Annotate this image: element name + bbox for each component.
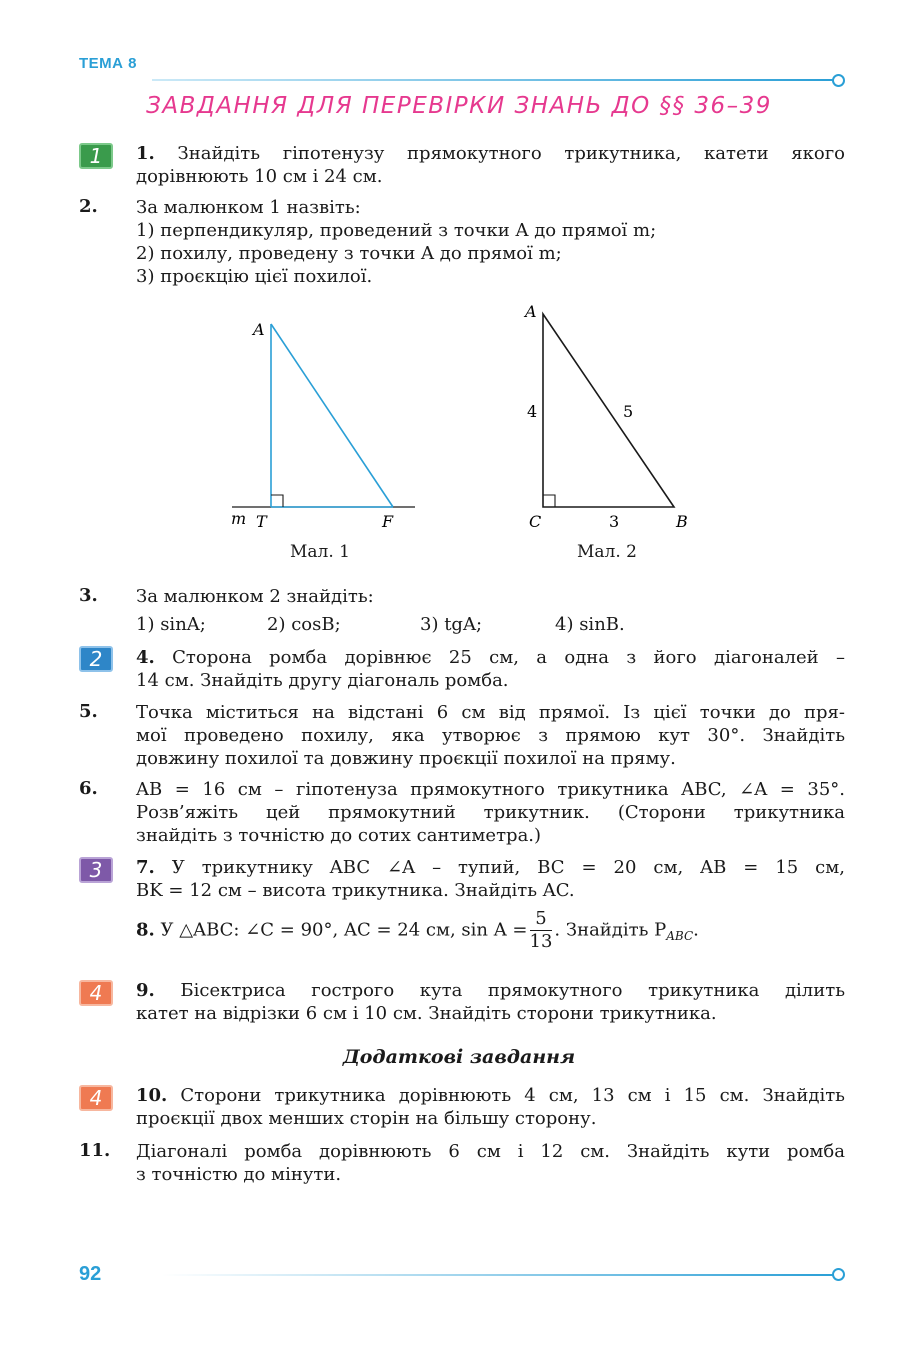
side-AB-length: 5	[623, 402, 634, 421]
label-A: A	[253, 320, 265, 339]
task-8	[136, 908, 845, 953]
task-6	[136, 778, 845, 847]
task-4-number: 4.	[136, 647, 155, 668]
task-2-line-3: 2) похилу, проведену з точки A до прямої m;	[136, 243, 562, 264]
task-8-subscript: ABC	[666, 929, 694, 944]
task-2-number: 2.	[79, 196, 98, 217]
task-7-line-2: BK = 12 см – висота трикутника. Знайдіть AC.	[136, 880, 575, 901]
task-9	[136, 979, 845, 1025]
task-5-line-3: довжину похилої та довжину проєкції похилої на пряму.	[136, 748, 676, 769]
task-9-line-1: Бісектриса гострого кута прямокутного трикутника ділить	[180, 980, 845, 1001]
task-5-number: 5.	[79, 701, 98, 722]
task-7-line-1: У трикутнику ABC ∠A – тупий, BC = 20 см, AB = 15 см,	[171, 857, 845, 878]
figure-1-diagram	[222, 310, 422, 535]
task-8-number: 8.	[136, 919, 155, 941]
label-C: C	[529, 512, 542, 531]
task-1-line-1: Знайдіть гіпотенузу прямокутного трикутника, катети якого	[177, 143, 845, 164]
triangle-ABC	[543, 314, 674, 507]
task-8-question: . Знайдіть P	[554, 919, 667, 941]
task-10	[136, 1084, 845, 1130]
task-11	[136, 1140, 845, 1186]
level-2-badge: 2	[79, 646, 113, 672]
label-F: F	[382, 512, 394, 531]
task-1	[136, 142, 845, 188]
task-9-line-2: катет на відрізки 6 см і 10 см. Знайдіть сторони трикутника.	[136, 1003, 717, 1024]
task-3-intro	[136, 585, 845, 608]
task-1-line-2: дорівнюють 10 см і 24 см.	[136, 166, 383, 187]
task-2	[136, 196, 845, 288]
task-10-line-2: проєкції двох менших сторін на більшу сторону.	[136, 1108, 597, 1129]
fraction-numerator: 5	[530, 908, 553, 931]
task-2-line-2: 1) перпендикуляр, проведений з точки A до прямої m;	[136, 220, 657, 241]
task-3-option-2: 2) cosB;	[267, 614, 341, 635]
task-8-text: У △ABC: ∠C = 90°, AC = 24 см, sin A =	[160, 919, 528, 941]
task-10-number: 10.	[136, 1085, 168, 1106]
task-6-line-1: AB = 16 см – гіпотенуза прямокутного трикутника ABC, ∠A = 35°.	[136, 779, 845, 800]
task-3-option-4: 4) sinB.	[555, 614, 625, 635]
task-3-option-3: 3) tgA;	[420, 614, 483, 635]
footer-rule	[162, 1274, 837, 1276]
level-1-badge: 1	[79, 143, 113, 169]
side-AC-length: 4	[527, 402, 538, 421]
level-4-badge-2: 4	[79, 1085, 113, 1111]
header-rule-end-dot	[832, 74, 845, 87]
level-3-badge: 3	[79, 857, 113, 883]
label-B: B	[676, 512, 688, 531]
slant-AF	[271, 324, 393, 507]
right-angle-mark	[271, 495, 283, 507]
right-angle-mark	[543, 495, 555, 507]
task-6-line-2: Розв’яжіть цей прямокутний трикутник. (Сторони трикутника	[136, 802, 845, 823]
task-4	[136, 646, 845, 692]
page-title: ЗАВДАННЯ ДЛЯ ПЕРЕВІРКИ ЗНАНЬ ДО §§ 36–39	[146, 93, 772, 119]
level-4-badge: 4	[79, 980, 113, 1006]
side-CB-length: 3	[609, 512, 620, 531]
topic-label: ТЕМА 8	[79, 55, 138, 72]
figure-2-caption: Мал. 2	[577, 542, 637, 562]
task-1-number: 1.	[136, 143, 155, 164]
task-3-line-1: За малюнком 2 знайдіть:	[136, 586, 374, 607]
task-5-line-1: Точка міститься на відстані 6 см від прямої. Із цієї точки до пря-	[136, 702, 845, 723]
label-m: m	[231, 509, 247, 528]
page-number: 92	[79, 1263, 102, 1285]
figure-1-caption: Мал. 1	[290, 542, 350, 562]
task-8-end: .	[693, 919, 699, 941]
task-6-number: 6.	[79, 778, 98, 799]
task-3-option-1: 1) sinA;	[136, 614, 206, 635]
task-4-line-1: Сторона ромба дорівнює 25 см, а одна з його діагоналей –	[172, 647, 845, 668]
task-11-number: 11.	[79, 1140, 111, 1161]
header-rule	[152, 79, 837, 81]
additional-tasks-heading: Додаткові завдання	[342, 1046, 576, 1068]
footer-rule-end-dot	[832, 1268, 845, 1281]
task-2-line-4: 3) проєкцію цієї похилої.	[136, 266, 373, 287]
label-T: T	[256, 512, 267, 531]
task-11-line-2: з точністю до мінути.	[136, 1164, 342, 1185]
task-5	[136, 701, 845, 770]
task-4-line-2: 14 см. Знайдіть другу діагональ ромба.	[136, 670, 509, 691]
task-5-line-2: мої проведено похилу, яка утворює з прямою кут 30°. Знайдіть	[136, 725, 845, 746]
task-7-number: 7.	[136, 857, 155, 878]
task-6-line-3: знайдіть з точністю до сотих сантиметра.)	[136, 825, 542, 846]
task-3-number: 3.	[79, 585, 98, 606]
label-A: A	[525, 302, 537, 321]
task-8-fraction	[530, 908, 553, 953]
task-9-number: 9.	[136, 980, 155, 1001]
fraction-denominator: 13	[529, 931, 553, 952]
task-10-line-1: Сторони трикутника дорівнюють 4 см, 13 см і 15 см. Знайдіть	[180, 1085, 845, 1106]
task-2-line-1: За малюнком 1 назвіть:	[136, 197, 361, 218]
task-11-line-1: Діагоналі ромба дорівнюють 6 см і 12 см. Знайдіть кути ромба	[136, 1141, 845, 1162]
figure-2-diagram	[518, 300, 708, 535]
task-7	[136, 856, 845, 902]
